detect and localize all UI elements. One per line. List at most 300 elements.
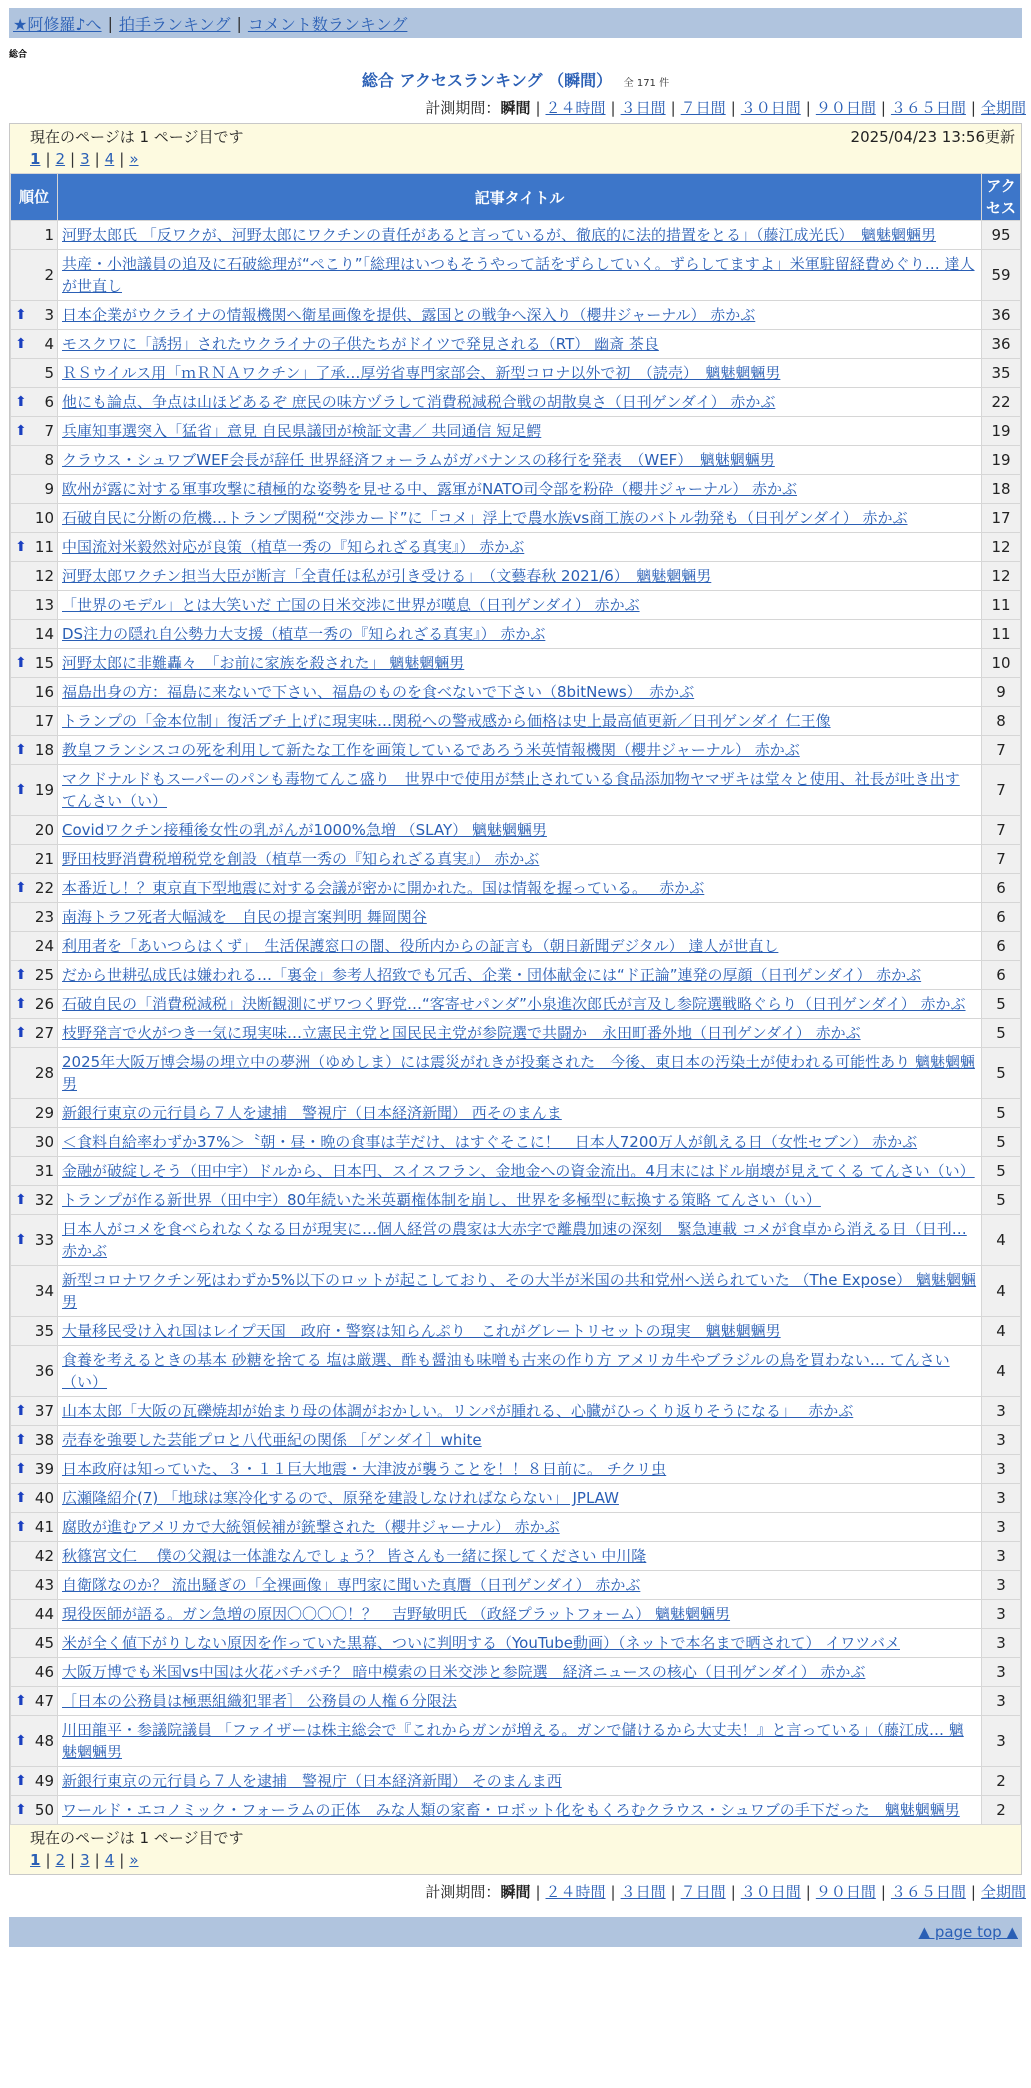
article-link[interactable]: 食養を考えるときの基本 砂糖を捨てる 塩は厳選、酢も醤油も味噌も古来の作り方 アメリカ牛やブラジルの鳥を買わない… てんさい（い） (62, 1351, 950, 1391)
table-row (11, 1542, 1021, 1571)
rank-cell (11, 1317, 58, 1346)
table-row (11, 475, 1021, 504)
ranking-table (10, 173, 1021, 1825)
page-link[interactable]: 1 (30, 1851, 41, 1869)
period-separator: | (610, 99, 616, 117)
rank-number: 41 (34, 1518, 54, 1536)
rank-cell (11, 1186, 58, 1215)
title-cell (58, 678, 982, 707)
period-separator: | (670, 1883, 676, 1901)
rank-number: 28 (34, 1064, 54, 1082)
rank-cell (11, 678, 58, 707)
page-separator: | (70, 1851, 76, 1869)
rank-cell (11, 1426, 58, 1455)
page-top-link[interactable]: ▲ page top ▲ (918, 1923, 1018, 1941)
rank-number: 17 (34, 712, 54, 730)
rank-cell (11, 1455, 58, 1484)
article-link[interactable]: 広瀬隆紹介(7) 「地球は寒冷化するので、原発を建設しなければならない」 JPLAW (62, 1489, 619, 1507)
table-row (11, 359, 1021, 388)
table-row (11, 1426, 1021, 1455)
rank-cell (11, 1099, 58, 1128)
page-link[interactable]: 4 (104, 150, 115, 168)
table-row (11, 1629, 1021, 1658)
table-row (11, 533, 1021, 562)
table-row (11, 1600, 1021, 1629)
article-link[interactable]: 南海トラフ死者大幅減を 自民の提言案判明 舞岡関谷 (62, 908, 427, 926)
page-separator: | (70, 150, 76, 168)
article-link[interactable]: 河野太郎氏 「反ワクが、河野太郎にワクチンの責任があると言っているが、徹底的に法的措置をとる」（藤江成光氏） 魑魅魍魎男 (62, 226, 937, 244)
table-row (11, 1099, 1021, 1128)
table-row (11, 903, 1021, 932)
title-cell (58, 736, 982, 765)
count-cell: 3 (982, 1629, 1021, 1658)
rank-cell (11, 707, 58, 736)
period-link[interactable]: ３０日間 (740, 1883, 801, 1901)
rank-number: 23 (34, 908, 54, 926)
rank-cell (11, 874, 58, 903)
article-link[interactable]: 現役医師が語る。ガン急増の原因〇〇〇〇！？ 吉野敏明氏 （政経プラットフォーム） 魑魅魍魎男 (62, 1605, 731, 1623)
count-cell: 5 (982, 1019, 1021, 1048)
table-row (11, 1157, 1021, 1186)
page-link[interactable]: 2 (55, 150, 66, 168)
period-link[interactable]: 全期間 (980, 1883, 1026, 1901)
title-cell (58, 562, 982, 591)
rank-number: 43 (34, 1576, 54, 1594)
rank-number: 40 (34, 1489, 54, 1507)
col-count-header: アクセス (982, 174, 1021, 221)
up-arrow-icon: ⬆ (15, 539, 27, 555)
up-arrow-icon: ⬆ (15, 1403, 27, 1419)
period-link[interactable]: ９０日間 (815, 99, 876, 117)
article-link[interactable]: 他にも論点、争点は山ほどあるぞ 庶民の味方ヅラして消費税減税合戦の胡散臭さ（日刊ゲンダイ） 赤かぶ (62, 393, 776, 411)
up-arrow-icon: ⬆ (15, 1461, 27, 1477)
period-separator: | (535, 1883, 541, 1901)
up-arrow-icon: ⬆ (15, 1490, 27, 1506)
up-arrow-icon: ⬆ (15, 1693, 27, 1709)
count-cell: 5 (982, 990, 1021, 1019)
page-link[interactable]: 3 (80, 150, 90, 168)
table-header-row (11, 174, 1021, 221)
table-row (11, 301, 1021, 330)
next-page-link[interactable]: » (129, 1851, 139, 1869)
table-row (11, 1658, 1021, 1687)
rank-number: 12 (34, 567, 54, 585)
rank-number: 36 (34, 1362, 54, 1380)
page-separator: | (94, 150, 100, 168)
article-link[interactable]: 米が全く値下がりしない原因を作っていた黒幕、ついに判明する（YouTube動画）（ネットで本名まで晒されて） イワツバメ (62, 1634, 900, 1652)
rank-cell (11, 1629, 58, 1658)
next-page-link[interactable]: » (129, 150, 139, 168)
count-cell: 12 (982, 562, 1021, 591)
title-cell (58, 1346, 982, 1397)
period-link[interactable]: ３日間 (620, 1883, 666, 1901)
period-link[interactable]: ３６５日間 (890, 1883, 966, 1901)
article-link[interactable]: 河野太郎に非難轟々 「お前に家族を殺された」 魑魅魍魎男 (62, 654, 465, 672)
article-link[interactable]: ＜食料自給率わずか37%＞〝朝・昼・晩の食事は芋だけ、はすぐそこに！ 日本人7200万人が飢える日（女性セブン） 赤かぶ (62, 1133, 918, 1151)
title-cell (58, 1048, 982, 1099)
count-cell: 5 (982, 1157, 1021, 1186)
rank-cell (11, 446, 58, 475)
title-cell (58, 446, 982, 475)
period-separator: | (610, 1883, 616, 1901)
table-row (11, 1796, 1021, 1825)
up-arrow-icon: ⬆ (15, 1232, 27, 1248)
rank-number: 38 (34, 1431, 54, 1449)
title-cell (58, 1767, 982, 1796)
table-row (11, 845, 1021, 874)
total-count: 全 171 件 (623, 78, 670, 89)
article-link[interactable]: 腐敗が進むアメリカで大統領候補が銃撃された（櫻井ジャーナル） 赤かぶ (62, 1518, 560, 1536)
title-cell (58, 1019, 982, 1048)
table-row (11, 1716, 1021, 1767)
count-cell: 12 (982, 533, 1021, 562)
up-arrow-icon: ⬆ (15, 742, 27, 758)
rank-number: 48 (34, 1732, 54, 1750)
count-cell: 4 (982, 1317, 1021, 1346)
period-separator: | (805, 1883, 811, 1901)
rank-cell (11, 1484, 58, 1513)
period-separator: | (970, 1883, 976, 1901)
article-link[interactable]: 自衛隊なのか？ 流出騒ぎの「全裸画像」専門家に聞いた真贋（日刊ゲンダイ） 赤かぶ (62, 1576, 641, 1594)
rank-number: 11 (34, 538, 54, 556)
up-arrow-icon: ⬆ (15, 336, 27, 352)
article-link[interactable]: トランプの「金本位制」復活ブチ上げに現実味…関税への警戒感から価格は史上最高値更新／日刊ゲンダイ 仁王像 (62, 712, 831, 730)
rank-cell (11, 1266, 58, 1317)
title-cell (58, 707, 982, 736)
article-link[interactable]: DS注力の隠れ自公勢力大支援（植草一秀の『知られざる真実』） 赤かぶ (62, 625, 546, 643)
rank-cell (11, 816, 58, 845)
title-cell (58, 1484, 982, 1513)
article-link[interactable]: 兵庫知事選突入「猛省」意見 自民県議団が検証文書／ 共同通信 短足鰐 (62, 422, 542, 440)
table-row (11, 221, 1021, 250)
count-cell: 3 (982, 1571, 1021, 1600)
rank-number: 3 (44, 306, 54, 324)
article-link[interactable]: 教皇フランシスコの死を利用して新たな工作を画策しているであろう米英情報機関（櫻井ジャーナル） 赤かぶ (62, 741, 800, 759)
article-link[interactable]: 秋篠宮文仁 僕の父親は一体誰なんでしょう？ 皆さんも一緒に探してください 中川隆 (62, 1547, 647, 1565)
title-cell (58, 961, 982, 990)
table-row (11, 1317, 1021, 1346)
title-cell (58, 816, 982, 845)
up-arrow-icon: ⬆ (15, 1025, 27, 1041)
period-separator: | (880, 99, 886, 117)
count-cell: 3 (982, 1484, 1021, 1513)
count-cell: 11 (982, 620, 1021, 649)
period-link[interactable]: ３６５日間 (890, 99, 966, 117)
rank-cell (11, 1600, 58, 1629)
table-row (11, 1571, 1021, 1600)
title-cell (58, 845, 982, 874)
page-separator: | (94, 1851, 100, 1869)
title-cell (58, 874, 982, 903)
rank-number: 15 (34, 654, 54, 672)
title-cell (58, 1266, 982, 1317)
article-link[interactable]: モスクワに「誘拐」されたウクライナの子供たちがドイツで発見される（RT） 幽斎 茶良 (62, 335, 659, 353)
table-row (11, 678, 1021, 707)
title-cell (58, 250, 982, 301)
rank-number: 19 (34, 781, 54, 799)
article-link[interactable]: Covidワクチン接種後女性の乳がんが1000%急増 （SLAY） 魑魅魍魎男 (62, 821, 547, 839)
period-link[interactable]: ７日間 (680, 99, 726, 117)
rank-number: 24 (34, 937, 54, 955)
rank-number: 18 (34, 741, 54, 759)
period-separator: | (730, 1883, 736, 1901)
rank-cell (11, 1513, 58, 1542)
title-cell (58, 417, 982, 446)
rank-number: 21 (34, 850, 54, 868)
rank-cell (11, 649, 58, 678)
article-link[interactable]: マクドナルドもスーパーのパンも毒物てんこ盛り 世界中で使用が禁止されている食品添加物ヤマザキは堂々と使用、社長が吐き出す てんさい（い） (62, 770, 960, 810)
rank-number: 30 (34, 1133, 54, 1151)
title-cell (58, 1629, 982, 1658)
count-cell: 18 (982, 475, 1021, 504)
up-arrow-icon: ⬆ (15, 1192, 27, 1208)
table-row (11, 874, 1021, 903)
table-row (11, 816, 1021, 845)
article-link[interactable]: 利用者を「あいつらはくず」 生活保護窓口の闇、役所内からの証言も（朝日新聞デジタル） 達人が世直し (62, 937, 779, 955)
period-label: 計測期間： (425, 1883, 501, 1901)
table-row (11, 1687, 1021, 1716)
rank-cell (11, 1796, 58, 1825)
rank-number: 49 (34, 1772, 54, 1790)
article-link[interactable]: 石破自民に分断の危機…トランプ関税“交渉カード”に「コメ」浮上で農水族vs商工族のバトル勃発も（日刊ゲンダイ） 赤かぶ (62, 509, 908, 527)
period-link[interactable]: ２４時間 (545, 1883, 606, 1901)
count-cell: 7 (982, 816, 1021, 845)
count-cell: 2 (982, 1767, 1021, 1796)
title-cell (58, 475, 982, 504)
count-cell: 3 (982, 1658, 1021, 1687)
count-cell: 7 (982, 845, 1021, 874)
up-arrow-icon: ⬆ (15, 880, 27, 896)
rank-cell (11, 1397, 58, 1426)
rank-cell (11, 903, 58, 932)
table-row (11, 1266, 1021, 1317)
ranking-container (9, 123, 1022, 1875)
rank-cell (11, 736, 58, 765)
clap-ranking-link[interactable]: 拍手ランキング (118, 14, 231, 34)
article-link[interactable]: 福島出身の方：福島に来ないで下さい、福島のものを食べないで下さい（8bitNews） 赤かぶ (62, 683, 695, 701)
article-link[interactable]: 新型コロナワクチン死はわずか5%以下のロットが起こしており、その大半が米国の共和党州へ送られていた （The Expose） 魑魅魍魎男 (62, 1271, 977, 1311)
period-separator: | (880, 1883, 886, 1901)
count-cell: 6 (982, 961, 1021, 990)
period-link[interactable]: ３日間 (620, 99, 666, 117)
up-arrow-icon: ⬆ (15, 307, 27, 323)
top-nav-bar (9, 8, 1022, 38)
title-cell (58, 1716, 982, 1767)
rank-cell (11, 388, 58, 417)
rank-number: 7 (44, 422, 54, 440)
table-row (11, 1346, 1021, 1397)
article-link[interactable]: 「世界のモデル」とは大笑いだ 亡国の日米交渉に世界が嘆息（日刊ゲンダイ） 赤かぶ (62, 596, 640, 614)
page-separator: | (119, 150, 125, 168)
article-link[interactable]: 日本企業がウクライナの情報機関へ衛星画像を提供、露国との戦争へ深入り（櫻井ジャーナル） 赤かぶ (62, 306, 756, 324)
article-link[interactable]: ワールド・エコノミック・フォーラムの正体 みな人類の家畜・ロボット化をもくろむクラウス・シュワブの手下だった 魑魅魍魎男 (62, 1801, 960, 1819)
rank-number: 50 (34, 1801, 54, 1819)
title-cell (58, 1215, 982, 1266)
count-cell: 10 (982, 649, 1021, 678)
rank-cell (11, 359, 58, 388)
article-link[interactable]: 中国流対米毅然対応が良策（植草一秀の『知られざる真実』） 赤かぶ (62, 538, 525, 556)
table-row (11, 1186, 1021, 1215)
count-cell: 4 (982, 1266, 1021, 1317)
table-row (11, 417, 1021, 446)
rank-number: 5 (44, 364, 54, 382)
rank-cell (11, 932, 58, 961)
rank-cell (11, 591, 58, 620)
article-link[interactable]: 日本政府は知っていた、３・１１巨大地震・大津波が襲うことを！！８日前に。 チクリ虫 (62, 1460, 667, 1478)
rank-number: 35 (34, 1322, 54, 1340)
rank-cell (11, 1346, 58, 1397)
period-current: 瞬間 (500, 99, 531, 117)
title-cell (58, 765, 982, 816)
period-selector (0, 97, 1026, 119)
article-link[interactable]: 2025年大阪万博会場の埋立中の夢洲（ゆめしま）には震災がれきが投棄された 今後、東日本の汚染土が使われる可能性あり 魑魅魍魎男 (62, 1053, 975, 1093)
period-selector-bottom (0, 1881, 1026, 1903)
title-cell (58, 903, 982, 932)
rank-cell (11, 620, 58, 649)
rank-cell (11, 417, 58, 446)
table-row (11, 1455, 1021, 1484)
table-row (11, 330, 1021, 359)
article-link[interactable]: 共産・小池議員の追及に石破総理が“ぺこり”「総理はいつもそうやって話をずらしていく。ずらしてますよ」米軍駐留経費めぐり… 達人が世直し (62, 255, 975, 295)
article-link[interactable]: 金融が破綻しそう（田中宇）ドルから、日本円、スイスフラン、金地金への資金流出。4月末にはドル崩壊が見えてくる てんさい（い） (62, 1162, 975, 1180)
current-page-text: 現在のページは 1 ページ目です (30, 128, 244, 146)
title-cell (58, 1426, 982, 1455)
rank-number: 6 (44, 393, 54, 411)
title-cell (58, 1397, 982, 1426)
rank-cell (11, 765, 58, 816)
article-link[interactable]: だから世耕弘成氏は嫌われる…「裏金」参考人招致でも冗舌、企業・団体献金には“ド正論”連発の厚顔（日刊ゲンダイ） 赤かぶ (62, 966, 922, 984)
page-link[interactable]: 2 (55, 1851, 66, 1869)
table-row (11, 1019, 1021, 1048)
count-cell: 3 (982, 1716, 1021, 1767)
page-link[interactable]: 3 (80, 1851, 90, 1869)
article-link[interactable]: 石破自民の「消費税減税」決断観測にザワつく野党…“客寄せパンダ”小泉進次郎氏が言及し参院選戦略ぐらり（日刊ゲンダイ） 赤かぶ (62, 995, 966, 1013)
title-cell (58, 504, 982, 533)
page-link[interactable]: 1 (30, 150, 41, 168)
count-cell: 3 (982, 1426, 1021, 1455)
article-link[interactable]: ［日本の公務員は極悪組織犯罪者］ 公務員の人権６分限法 (62, 1692, 457, 1710)
count-cell: 5 (982, 1048, 1021, 1099)
count-cell: 3 (982, 1397, 1021, 1426)
rank-cell (11, 990, 58, 1019)
article-link[interactable]: 野田枝野消費税増税党を創設（植草一秀の『知られざる真実』） 赤かぶ (62, 850, 540, 868)
rank-cell (11, 504, 58, 533)
title-cell (58, 649, 982, 678)
up-arrow-icon: ⬆ (15, 967, 27, 983)
up-arrow-icon: ⬆ (15, 1432, 27, 1448)
rank-cell (11, 221, 58, 250)
period-link[interactable]: 全期間 (980, 99, 1026, 117)
title-cell (58, 1455, 982, 1484)
rank-number: 22 (34, 879, 54, 897)
count-cell: 3 (982, 1513, 1021, 1542)
table-row (11, 1767, 1021, 1796)
rank-number: 14 (34, 625, 54, 643)
article-link[interactable]: 大阪万博でも米国vs中国は火花バチバチ？ 暗中模索の日米交渉と参院選 経済ニュースの核心（日刊ゲンダイ） 赤かぶ (62, 1663, 866, 1681)
page-link[interactable]: 4 (104, 1851, 115, 1869)
rank-number: 10 (34, 509, 54, 527)
count-cell: 3 (982, 1542, 1021, 1571)
rank-cell (11, 1019, 58, 1048)
home-link[interactable]: ★阿修羅♪へ (13, 14, 102, 34)
count-cell: 6 (982, 874, 1021, 903)
table-row (11, 990, 1021, 1019)
col-rank-header: 順位 (11, 174, 58, 221)
rank-number: 16 (34, 683, 54, 701)
rank-number: 9 (44, 480, 54, 498)
table-row (11, 765, 1021, 816)
count-cell: 11 (982, 591, 1021, 620)
article-link[interactable]: 売春を強要した芸能プロと八代亜紀の関係 ［ゲンダイ］white (62, 1431, 482, 1449)
rank-number: 47 (34, 1692, 54, 1710)
rank-cell (11, 1542, 58, 1571)
period-separator: | (535, 99, 541, 117)
title-cell (58, 533, 982, 562)
title-cell (58, 932, 982, 961)
rank-number: 2 (44, 266, 54, 284)
count-cell: 4 (982, 1215, 1021, 1266)
count-cell: 6 (982, 903, 1021, 932)
rank-number: 20 (34, 821, 54, 839)
rank-cell (11, 1157, 58, 1186)
page-links (30, 148, 1015, 170)
comment-ranking-link[interactable]: コメント数ランキング (247, 14, 408, 34)
count-cell: 4 (982, 1346, 1021, 1397)
period-link[interactable]: ２４時間 (545, 99, 606, 117)
article-link[interactable]: ＲＳウイルス用「ｍＲＮＡワクチン」了承…厚労省専門家部会、新型コロナ以外で初 （読売） 魑魅魍魎男 (62, 364, 781, 382)
period-link[interactable]: ９０日間 (815, 1883, 876, 1901)
rank-number: 45 (34, 1634, 54, 1652)
table-row (11, 388, 1021, 417)
page-title-row (0, 68, 1031, 91)
article-link[interactable]: 本番近し！？東京直下型地震に対する会議が密かに開かれた。国は情報を握っている。 赤かぶ (62, 879, 705, 897)
up-arrow-icon: ⬆ (15, 423, 27, 439)
article-link[interactable]: 山本太郎「大阪の瓦礫焼却が始まり母の体調がおかしい。リンパが腫れる、心臓がひっくり返りそうになる」 赤かぶ (62, 1402, 854, 1420)
table-row (11, 620, 1021, 649)
updated-time: 2025/04/23 13:56更新 (850, 128, 1015, 146)
title-cell (58, 1099, 982, 1128)
table-row (11, 1128, 1021, 1157)
article-link[interactable]: 枝野発言で火がつき一気に現実味…立憲民主党と国民民主党が参院選で共闘か 永田町番外地（日刊ゲンダイ） 赤かぶ (62, 1024, 861, 1042)
count-cell: 36 (982, 330, 1021, 359)
rank-cell (11, 301, 58, 330)
count-cell: 36 (982, 301, 1021, 330)
period-link[interactable]: ７日間 (680, 1883, 726, 1901)
table-row (11, 961, 1021, 990)
table-row (11, 1048, 1021, 1099)
table-row (11, 932, 1021, 961)
article-link[interactable]: 欧州が露に対する軍事攻撃に積極的な姿勢を見せる中、露軍がNATO司令部を粉砕（櫻井ジャーナル） 赤かぶ (62, 480, 798, 498)
period-current: 瞬間 (500, 1883, 531, 1901)
article-link[interactable]: 川田龍平・参議院議員 「ファイザーは株主総会で『これからガンが増える。ガンで儲けるから大丈夫！』と言っている」（藤江成… 魑魅魍魎男 (62, 1721, 964, 1761)
count-cell: 5 (982, 1186, 1021, 1215)
article-link[interactable]: 河野太郎ワクチン担当大臣が断言「全責任は私が引き受ける」 （文藝春秋 2021/6） 魑魅魍魎男 (62, 567, 712, 585)
period-link[interactable]: ３０日間 (740, 99, 801, 117)
title-cell (58, 221, 982, 250)
article-link[interactable]: クラウス・シュワブWEF会長が辞任 世界経済フォーラムがガバナンスの移行を発表 （WEF） 魑魅魍魎男 (62, 451, 775, 469)
article-link[interactable]: 新銀行東京の元行員ら７人を逮捕 警視庁（日本経済新聞） 西そのまんま (62, 1104, 562, 1122)
rank-cell (11, 250, 58, 301)
rank-number: 42 (34, 1547, 54, 1565)
count-cell: 19 (982, 417, 1021, 446)
title-cell (58, 620, 982, 649)
article-link[interactable]: 大量移民受け入れ国はレイプ天国 政府・警察は知らんぷり これがグレートリセットの現実 魑魅魍魎男 (62, 1322, 781, 1340)
article-link[interactable]: 新銀行東京の元行員ら７人を逮捕 警視庁（日本経済新聞） そのまんま西 (62, 1772, 562, 1790)
rank-number: 44 (34, 1605, 54, 1623)
article-link[interactable]: 日本人がコメを食べられなくなる日が現実に…個人経営の農家は大赤字で離農加速の深刻 緊急連載 コメが食卓から消える日（日刊… 赤かぶ (62, 1220, 967, 1260)
article-link[interactable]: トランプが作る新世界（田中宇）80年続いた米英覇権体制を崩し、世界を多極型に転換する策略 てんさい（い） (62, 1191, 821, 1209)
rank-number: 37 (34, 1402, 54, 1420)
